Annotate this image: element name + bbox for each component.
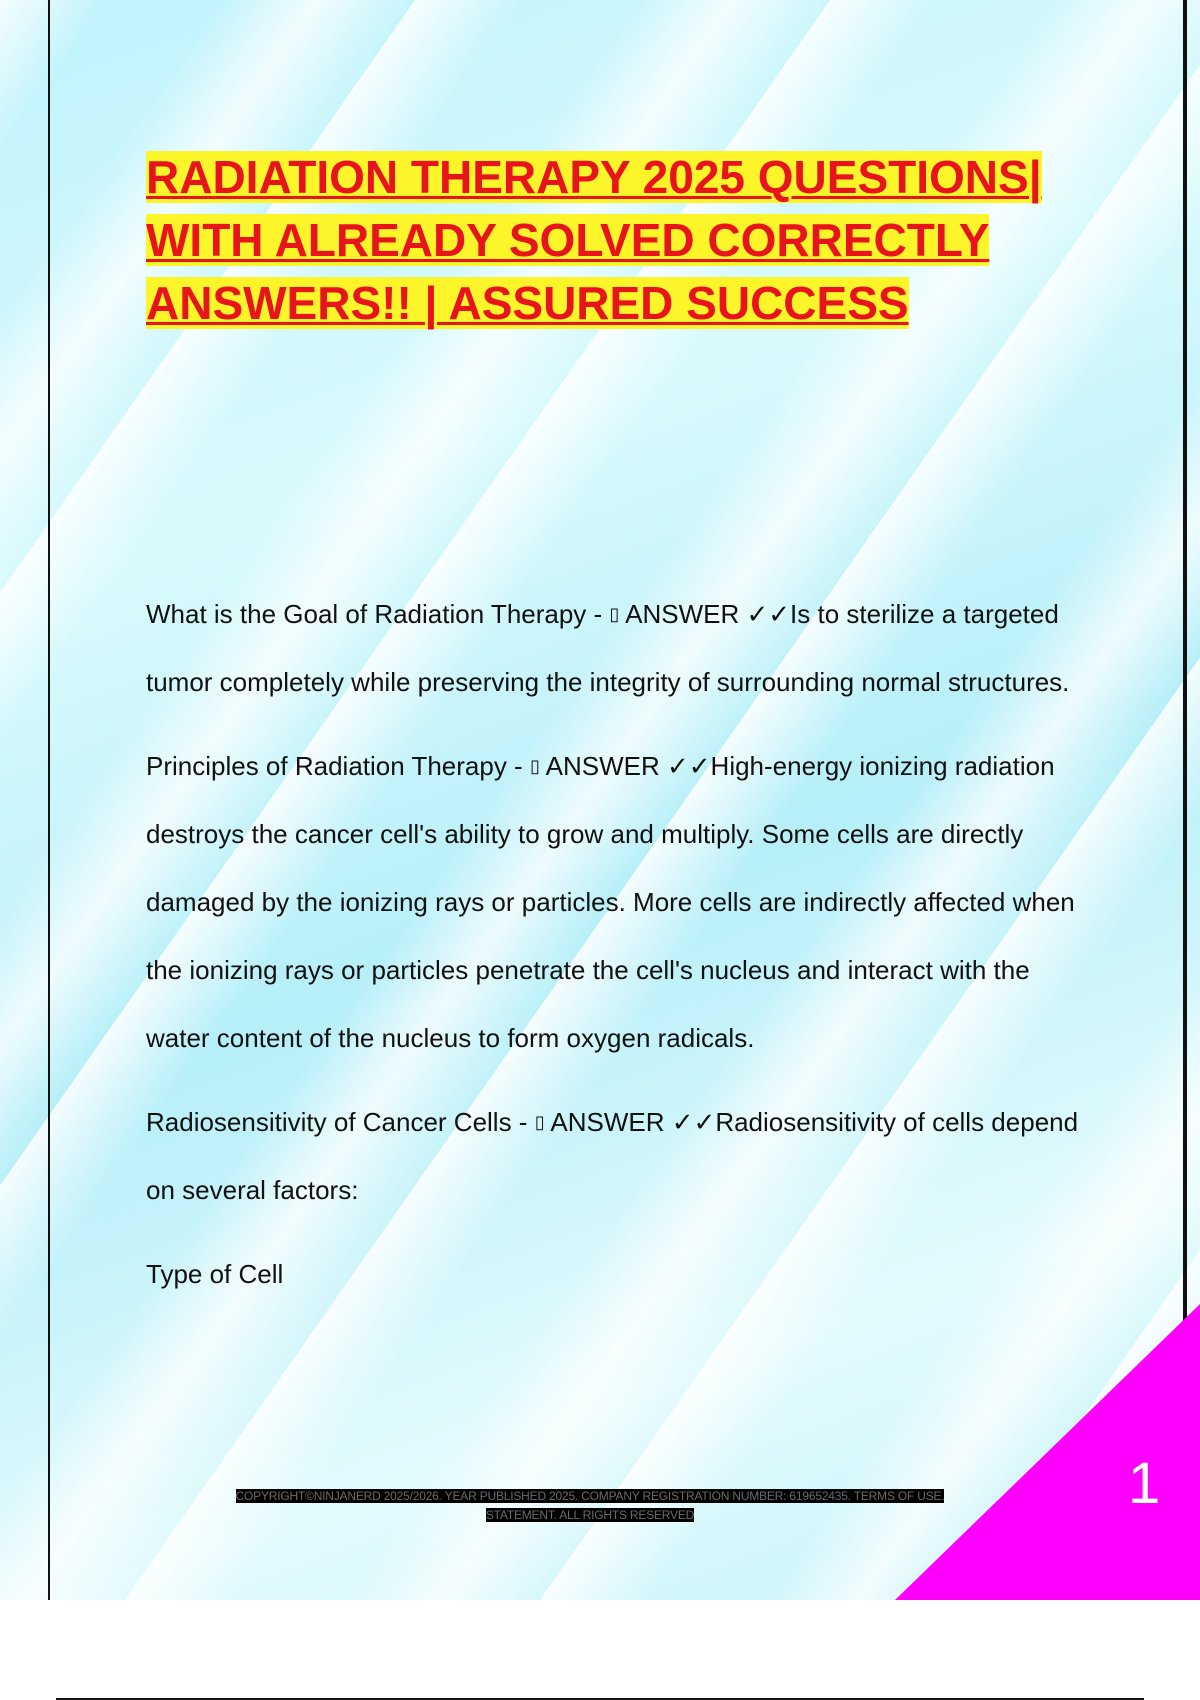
qa-item xyxy=(146,1088,1086,1224)
extra-line: Type of Cell xyxy=(146,1259,284,1289)
missing-glyph-icon: ▯ xyxy=(529,756,540,776)
footer-line-2: STATEMENT. ALL RIGHTS RESERVED xyxy=(485,1508,695,1522)
question-text: Principles of Radiation Therapy - xyxy=(146,751,530,781)
answer-text: Is to sterilize a targeted tumor completely while preserving the integrity of surrounding normal structures. xyxy=(146,599,1070,697)
answer-text: Radiosensitivity of cells depend on several factors: xyxy=(146,1107,1079,1205)
missing-glyph-icon: ▯ xyxy=(534,1112,545,1132)
qa-item xyxy=(146,732,1086,1072)
answer-label: ANSWER ✓✓ xyxy=(539,751,711,781)
question-text: Radiosensitivity of Cancer Cells - xyxy=(146,1107,535,1137)
title-text: RADIATION THERAPY 2025 QUESTIONS| WITH ALREADY SOLVED CORRECTLY ANSWERS!! | ASSURED SUCCESS xyxy=(146,151,1042,329)
missing-glyph-icon: ▯ xyxy=(609,604,620,624)
qa-section xyxy=(146,580,1086,1324)
page-number: 1 xyxy=(1128,1451,1161,1516)
left-border-rule xyxy=(48,0,50,1600)
footer-line-1: COPYRIGHT©NINJANERD 2025/2026. YEAR PUBLISHED 2025. COMPANY REGISTRATION NUMBER: 619652435. TERMS OF USE. xyxy=(235,1489,945,1503)
document-title xyxy=(146,146,1076,335)
qa-item xyxy=(146,580,1086,716)
answer-label: ANSWER ✓✓ xyxy=(619,599,791,629)
answer-text: High-energy ionizing radiation destroys the cancer cell's ability to grow and multiply. Some cells are directly damaged by the ionizing rays or particles. More cells are indirectly affected when the ionizing rays or particles penetrate the cell's nucleus and interact with the water content of the nucleus to form oxygen radicals. xyxy=(146,751,1075,1053)
question-text: What is the Goal of Radiation Therapy - xyxy=(146,599,610,629)
copyright-footer xyxy=(170,1487,1010,1525)
answer-label: ANSWER ✓✓ xyxy=(544,1107,716,1137)
